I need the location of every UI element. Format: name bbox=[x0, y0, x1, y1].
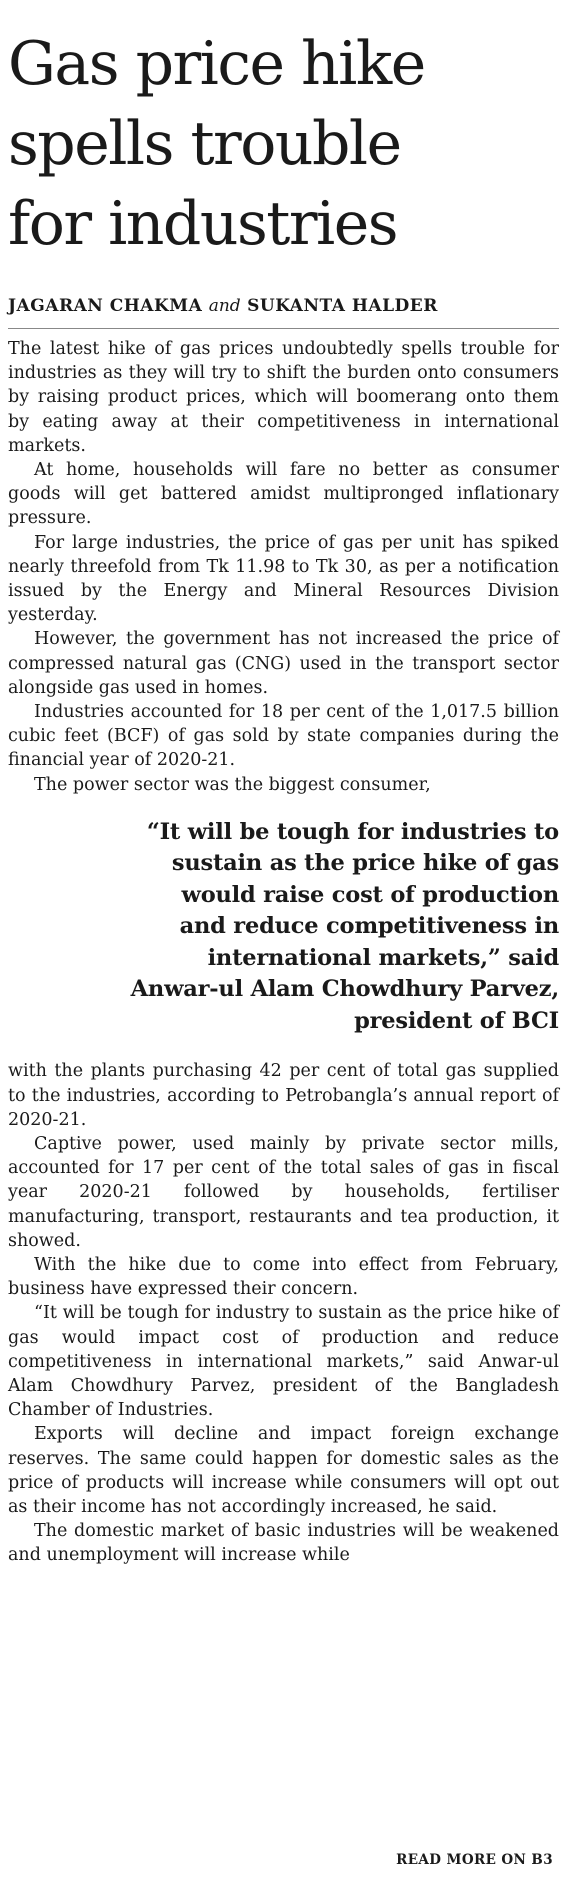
byline-conjunction: and bbox=[208, 296, 241, 316]
body-paragraph: “It will be tough for industry to sustain as the price hike of gas would impact cost of production and reduce competitiveness in international markets,” said Anwar-ul Alam Chowdhury Parvez, president of the Bangladesh Chamber of Industries. bbox=[8, 1303, 559, 1421]
article-body-bottom bbox=[8, 1059, 559, 1567]
body-paragraph: The latest hike of gas prices undoubtedly spells trouble for industries as they will try to shift the burden onto consumers by raising product prices, which will boomerang onto them by eating away at their competitiveness in international markets. bbox=[8, 339, 559, 456]
byline-divider bbox=[8, 328, 559, 329]
body-paragraph: The domestic market of basic industries will be weakened and unemployment will increase while bbox=[8, 1521, 559, 1566]
headline-line: for industries bbox=[8, 189, 398, 259]
headline-line: spells trouble bbox=[8, 109, 401, 179]
body-paragraph: Captive power, used mainly by private sector mills, accounted for 17 per cent of the total sales of gas in fiscal year 2020-21 followed by households, fertiliser manufacturing, transport, restaurants and tea production, it showed. bbox=[8, 1133, 559, 1251]
pull-quote-line: and reduce competitiveness in bbox=[179, 913, 559, 940]
headline-line: Gas price hike bbox=[8, 29, 425, 99]
body-paragraph: However, the government has not increased the price of compressed natural gas (CNG) used in the transport sector alongside gas used in homes. bbox=[8, 629, 559, 698]
byline bbox=[8, 296, 559, 316]
body-paragraph: At home, households will fare no better as consumer goods will get battered amidst multipronged inflationary pressure. bbox=[8, 460, 559, 529]
headline bbox=[8, 6, 559, 264]
read-more-jump-link[interactable]: READ MORE ON B3 bbox=[396, 1852, 553, 1868]
pull-quote-line: sustain as the price hike of gas bbox=[171, 850, 559, 877]
body-paragraph: With the hike due to come into effect from February, business have expressed their concern. bbox=[8, 1254, 559, 1300]
body-paragraph: The power sector was the biggest consumer, bbox=[34, 774, 431, 795]
pull-quote bbox=[8, 817, 559, 1038]
pull-quote-line: international markets,” said bbox=[207, 944, 559, 971]
body-paragraph: with the plants purchasing 42 per cent of total gas supplied to the industries, according to Petrobangla’s annual report of 2020-21. bbox=[8, 1061, 559, 1130]
pull-quote-line: would raise cost of production bbox=[181, 881, 559, 908]
body-paragraph: Exports will decline and impact foreign exchange reserves. The same could happen for domestic sales as the price of products will increase while consumers will opt out as their income has not accordingly increased, he said. bbox=[8, 1424, 559, 1518]
pull-quote-line: “It will be tough for industries to bbox=[146, 818, 559, 845]
author-name: SUKANTA HALDER bbox=[247, 296, 438, 316]
body-paragraph: Industries accounted for 18 per cent of the 1,017.5 billion cubic feet (BCF) of gas sold by state companies during the financial year of 2020-21. bbox=[8, 702, 559, 771]
article-body-top bbox=[8, 337, 559, 797]
pull-quote-line: president of BCI bbox=[354, 1007, 559, 1034]
body-paragraph: For large industries, the price of gas per unit has spiked nearly threefold from Tk 11.98 to Tk 30, as per a notification issued by the Energy and Mineral Resources Division yesterday. bbox=[8, 532, 559, 626]
author-name: JAGARAN CHAKMA bbox=[8, 296, 203, 316]
pull-quote-line: Anwar-ul Alam Chowdhury Parvez, bbox=[130, 976, 559, 1003]
